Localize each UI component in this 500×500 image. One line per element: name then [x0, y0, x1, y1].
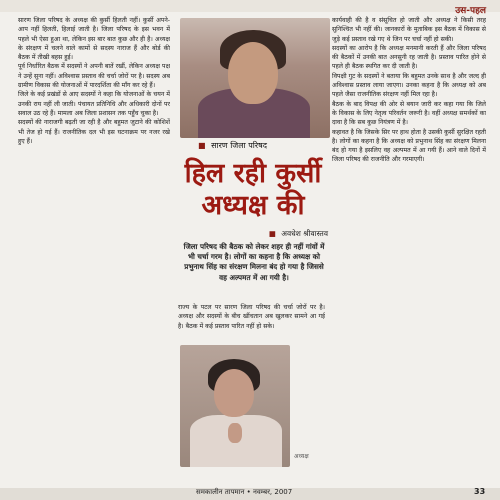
right-paragraph: कहावत है कि जिसके सिर पर हाथ होता है उसकी कुर्सी सुरक्षित रहती है। लोगों का कहना है कि अध्यक्ष को प्रभुनाथ सिंह का संरक्षण मिलना बंद हो गया है इसलिए वह अल्पमत में आ गयी हैं। आने वाले दिनों में जिला परिषद की राजनीति और गरमाएगी। — [332, 128, 486, 164]
right-column — [332, 16, 486, 474]
caption-text: सारण जिला परिषद — [211, 141, 267, 150]
left-paragraph: पूर्व निर्धारित बैठक में सदस्यों ने अपनी बातें रखीं, लेकिन अध्यक्ष पक्ष ने उन्हें सुना नहीं। अविश्वास प्रस्ताव की चर्चा जोरों पर है। सदस्य अब ग्रामीण विकास की योजनाओं में पारदर्शिता की माँग कर रहे हैं। — [18, 63, 170, 90]
footer-publication: समकालीन तापमान • नवम्बर, 2007 — [196, 488, 293, 496]
portrait-face — [228, 42, 278, 104]
right-paragraph: बैठक के बाद विपक्ष की ओर से बयान जारी कर कहा गया कि जिले के विकास के लिए नेतृत्व परिवर्तन जरूरी है। वहीं अध्यक्ष समर्थकों का दावा है कि सब कुछ नियंत्रण में है। — [332, 100, 486, 127]
left-paragraph: सारण जिला परिषद के अध्यक्ष की कुर्सी हिलती नहीं। कुर्सी अपने-आप नहीं हिलती, हिलाई जाती है। जिला परिषद के इस भवन में पहले भी ऐसा हुआ था, लेकिन इस बार बात कुछ और ही है। अध्यक्ष के संरक्षण में चलने वाले कामों से सदस्य नाराज हैं और बोर्ड की बैठक में तीखी बहस हुई। — [18, 17, 170, 62]
byline-text: अवधेश श्रीवास्तव — [281, 229, 328, 238]
headline-line-1: हिल रही कुर्सी — [184, 158, 322, 189]
page-number: 33 — [474, 487, 486, 496]
top-portrait-photo — [180, 18, 330, 138]
top-band — [0, 0, 500, 12]
portrait-face — [214, 369, 254, 417]
left-paragraph: जिले के कई प्रखंडों से आए सदस्यों ने कहा कि योजनाओं के चयन में उनकी राय नहीं ली जाती। पंचायत प्रतिनिधि और अधिकारी दोनों पर सवाल उठ रहे हैं। मामला अब जिला प्रशासन तक पहुँच चुका है। — [18, 91, 170, 117]
left-paragraph: सदस्यों की नाराजगी बढ़ती जा रही है और बहुमत जुटाने की कोशिशें भी तेज हो गई हैं। राजनीतिक दल भी इस घटनाक्रम पर नजर रखे हुए हैं। — [18, 119, 170, 145]
folded-hands — [228, 423, 242, 443]
bottom-photo-caption: अध्यक्ष — [294, 453, 309, 460]
right-paragraph: सदस्यों का आरोप है कि अध्यक्ष मनमानी करती हैं और जिला परिषद की बैठकों में उनकी बात अनसुनी रह जाती है। प्रस्ताव पारित होने से पहले ही बैठक स्थगित कर दी जाती है। — [332, 44, 486, 71]
headline — [178, 158, 328, 222]
right-paragraph: कार्यवाही की है व संसूचित हो जाती और अध्यक्ष ने किसी तरह सुनिश्चित भी नहीं की। जानकारों के मुताबिक इस बैठक में विकास से जुड़े कई प्रस्ताव रखे गए थे जिन पर चर्चा नहीं हो सकी। — [332, 17, 486, 43]
bottom-portrait-photo — [180, 345, 290, 467]
caption-bullet-icon: ■ — [198, 141, 206, 150]
section-header: उस-पहल — [455, 6, 486, 16]
byline — [246, 229, 328, 239]
standfirst: जिला परिषद की बैठक को लेकर शहर ही नहीं गांवों में भी चर्चा गरम है। लोगों का कहना है कि अध्यक्ष को प्रभुनाथ सिंह का संरक्षण मिलना बंद हो गया है जिससे वह अल्पमत में आ गयी है। — [183, 242, 325, 282]
right-paragraph: विपक्षी गुट के सदस्यों ने बताया कि बहुमत उनके साथ है और जल्द ही अविश्वास प्रस्ताव लाया जाएगा। उनका कहना है कि अध्यक्ष को अब पहले जैसा राजनीतिक संरक्षण नहीं मिल रहा है। — [332, 72, 486, 99]
middle-paragraph: राज्य के पटल पर सारण जिला परिषद की चर्चा जोरों पर है। अध्यक्ष और सदस्यों के बीच खींचतान अब खुलकर सामने आ गई है। बैठक में कई प्रस्ताव पारित नहीं हो सके। — [178, 304, 325, 330]
headline-line-2: अध्यक्ष की — [201, 190, 305, 221]
left-column — [18, 16, 170, 484]
photo-caption — [198, 140, 322, 152]
byline-bullet-icon: ■ — [268, 229, 276, 238]
